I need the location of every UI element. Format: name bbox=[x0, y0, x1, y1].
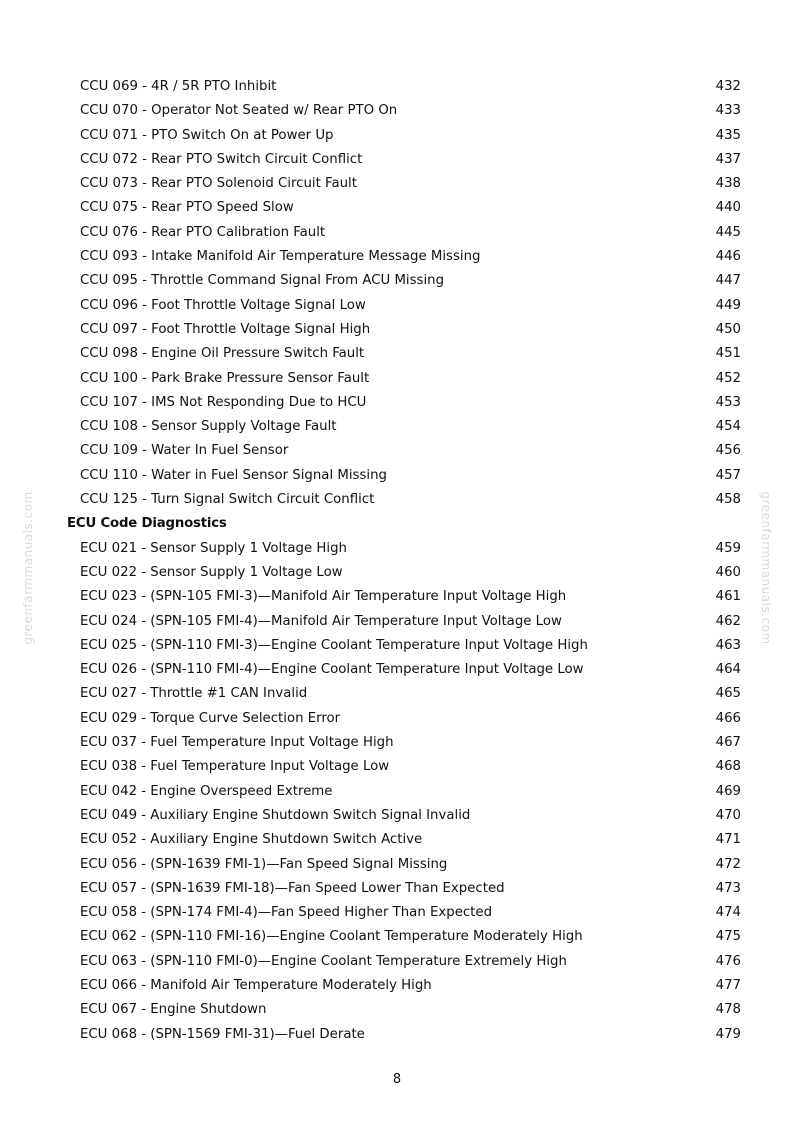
toc-entry-page: 450 bbox=[715, 321, 741, 337]
toc-entry-page: 470 bbox=[715, 807, 741, 823]
toc-entry-page: 472 bbox=[715, 856, 741, 872]
toc-entry-title: ECU 023 - (SPN-105 FMI-3)—Manifold Air Temperature Input Voltage High bbox=[80, 589, 567, 605]
toc-entry-title: CCU 107 - IMS Not Responding Due to HCU bbox=[80, 394, 367, 410]
toc-entry-page: 459 bbox=[715, 540, 741, 556]
toc-entry bbox=[0, 318, 794, 342]
toc-entry-title: ECU 058 - (SPN-174 FMI-4)—Fan Speed Higher Than Expected bbox=[80, 905, 493, 921]
toc-entry-title: ECU 042 - Engine Overspeed Extreme bbox=[80, 783, 333, 799]
toc-entry bbox=[0, 148, 794, 172]
toc-entry bbox=[0, 439, 794, 463]
toc-entry-page: 464 bbox=[715, 662, 741, 678]
toc-entry-page: 462 bbox=[715, 613, 741, 629]
toc-entry-page: 438 bbox=[715, 176, 741, 192]
toc-entry-title: ECU 066 - Manifold Air Temperature Moderately High bbox=[80, 977, 432, 993]
toc-entry bbox=[0, 561, 794, 585]
toc-entry bbox=[0, 1023, 794, 1047]
toc-entry-title: ECU 049 - Auxiliary Engine Shutdown Switch Signal Invalid bbox=[80, 807, 471, 823]
table-of-contents bbox=[0, 75, 794, 1047]
toc-entry-title: CCU 073 - Rear PTO Solenoid Circuit Fault bbox=[80, 176, 357, 192]
toc-entry bbox=[0, 415, 794, 439]
toc-entry-title: CCU 098 - Engine Oil Pressure Switch Fault bbox=[80, 346, 365, 362]
toc-entry-page: 465 bbox=[715, 686, 741, 702]
page-number: 8 bbox=[392, 1072, 402, 1087]
toc-entry-title: CCU 070 - Operator Not Seated w/ Rear PTO On bbox=[80, 103, 398, 119]
toc-entry bbox=[0, 464, 794, 488]
toc-entry bbox=[0, 537, 794, 561]
toc-entry-page: 445 bbox=[715, 224, 741, 240]
toc-entry bbox=[0, 780, 794, 804]
toc-entry-title: ECU 068 - (SPN-1569 FMI-31)—Fuel Derate bbox=[80, 1026, 365, 1042]
toc-entry bbox=[0, 731, 794, 755]
toc-entry bbox=[0, 391, 794, 415]
toc-entry-title: CCU 100 - Park Brake Pressure Sensor Fault bbox=[80, 370, 370, 386]
toc-entry bbox=[0, 658, 794, 682]
toc-entry-title: ECU 056 - (SPN-1639 FMI-1)—Fan Speed Signal Missing bbox=[80, 856, 448, 872]
toc-entry bbox=[0, 828, 794, 852]
toc-entry bbox=[0, 294, 794, 318]
toc-entry-title: CCU 097 - Foot Throttle Voltage Signal High bbox=[80, 321, 371, 337]
toc-entry-page: 452 bbox=[715, 370, 741, 386]
toc-entry-title: CCU 093 - Intake Manifold Air Temperature Message Missing bbox=[80, 249, 481, 265]
toc-entry bbox=[0, 585, 794, 609]
toc-entry-title: ECU 063 - (SPN-110 FMI-0)—Engine Coolant Temperature Extremely High bbox=[80, 953, 567, 969]
toc-entry-page: 477 bbox=[715, 977, 741, 993]
toc-entry bbox=[0, 950, 794, 974]
toc-entry-page: 463 bbox=[715, 637, 741, 653]
toc-entry-page: 454 bbox=[715, 419, 741, 435]
toc-entry-title: CCU 125 - Turn Signal Switch Circuit Conflict bbox=[80, 492, 375, 508]
toc-entry-page: 471 bbox=[715, 832, 741, 848]
toc-entry-title: CCU 071 - PTO Switch On at Power Up bbox=[80, 127, 334, 143]
toc-entry-title: ECU 027 - Throttle #1 CAN Invalid bbox=[80, 686, 308, 702]
toc-entry-title: CCU 069 - 4R / 5R PTO Inhibit bbox=[80, 79, 277, 94]
toc-entry bbox=[0, 610, 794, 634]
toc-entry bbox=[0, 221, 794, 245]
toc-entry-page: 469 bbox=[715, 783, 741, 799]
toc-entry-title: CCU 076 - Rear PTO Calibration Fault bbox=[80, 224, 326, 240]
toc-entry bbox=[0, 998, 794, 1022]
toc-entry bbox=[0, 804, 794, 828]
toc-entry-page: 435 bbox=[715, 127, 741, 143]
toc-entry bbox=[0, 342, 794, 366]
toc-entry-page: 478 bbox=[715, 1002, 741, 1018]
toc-entry-title: CCU 072 - Rear PTO Switch Circuit Conflict bbox=[80, 151, 363, 167]
toc-entry-title: CCU 075 - Rear PTO Speed Slow bbox=[80, 200, 294, 216]
toc-entry-page: 451 bbox=[715, 346, 741, 362]
toc-entry bbox=[0, 172, 794, 196]
toc-entry bbox=[0, 877, 794, 901]
toc-entry bbox=[0, 99, 794, 123]
toc-entry-title: ECU 025 - (SPN-110 FMI-3)—Engine Coolant Temperature Input Voltage High bbox=[80, 637, 588, 653]
toc-entry-page: 449 bbox=[715, 297, 741, 313]
toc-entry-title: ECU 029 - Torque Curve Selection Error bbox=[80, 710, 341, 726]
toc-entry-page: 456 bbox=[715, 443, 741, 459]
toc-entry bbox=[0, 488, 794, 512]
section-heading-title: ECU Code Diagnostics bbox=[67, 516, 227, 532]
toc-entry-page: 440 bbox=[715, 200, 741, 216]
toc-entry-title: ECU 024 - (SPN-105 FMI-4)—Manifold Air Temperature Input Voltage Low bbox=[80, 613, 562, 629]
toc-entry-title: ECU 057 - (SPN-1639 FMI-18)—Fan Speed Lower Than Expected bbox=[80, 880, 505, 896]
toc-entry-page: 437 bbox=[715, 151, 741, 167]
toc-entry-title: CCU 110 - Water in Fuel Sensor Signal Missing bbox=[80, 467, 387, 483]
toc-entry bbox=[0, 124, 794, 148]
toc-entry bbox=[0, 634, 794, 658]
toc-entry-page: 453 bbox=[715, 394, 741, 410]
toc-entry-page: 447 bbox=[715, 273, 741, 289]
toc-entry bbox=[0, 682, 794, 706]
toc-entry-page: 432 bbox=[715, 79, 741, 94]
toc-entry bbox=[0, 925, 794, 949]
toc-entry-page: 473 bbox=[715, 880, 741, 896]
toc-entry-title: CCU 096 - Foot Throttle Voltage Signal Low bbox=[80, 297, 366, 313]
toc-entry-page: 458 bbox=[715, 492, 741, 508]
toc-entry bbox=[0, 853, 794, 877]
toc-entry-page: 475 bbox=[715, 929, 741, 945]
toc-entry-page: 460 bbox=[715, 564, 741, 580]
toc-entry-title: ECU 026 - (SPN-110 FMI-4)—Engine Coolant Temperature Input Voltage Low bbox=[80, 662, 584, 678]
toc-entry bbox=[0, 196, 794, 220]
toc-entry-title: ECU 021 - Sensor Supply 1 Voltage High bbox=[80, 540, 347, 556]
toc-entry-title: CCU 095 - Throttle Command Signal From ACU Missing bbox=[80, 273, 445, 289]
toc-entry bbox=[0, 974, 794, 998]
toc-entry-page: 468 bbox=[715, 759, 741, 775]
toc-entry-title: ECU 067 - Engine Shutdown bbox=[80, 1002, 267, 1018]
toc-entry-title: ECU 038 - Fuel Temperature Input Voltage Low bbox=[80, 759, 390, 775]
toc-entry-title: ECU 022 - Sensor Supply 1 Voltage Low bbox=[80, 564, 343, 580]
toc-entry bbox=[0, 755, 794, 779]
toc-entry-page: 466 bbox=[715, 710, 741, 726]
toc-entry bbox=[0, 75, 794, 99]
watermark-left: greenfarmmanuals.com bbox=[21, 491, 35, 645]
toc-entry-page: 474 bbox=[715, 905, 741, 921]
toc-entry-page: 457 bbox=[715, 467, 741, 483]
toc-entry-page: 433 bbox=[715, 103, 741, 119]
toc-entry-title: CCU 109 - Water In Fuel Sensor bbox=[80, 443, 289, 459]
toc-entry-page: 446 bbox=[715, 249, 741, 265]
toc-entry bbox=[0, 707, 794, 731]
toc-section-heading bbox=[0, 512, 794, 536]
toc-entry-title: ECU 052 - Auxiliary Engine Shutdown Switch Active bbox=[80, 832, 423, 848]
watermark-right: greenfarmmanuals.com bbox=[759, 491, 773, 645]
toc-entry bbox=[0, 367, 794, 391]
toc-entry-title: ECU 037 - Fuel Temperature Input Voltage High bbox=[80, 735, 394, 751]
toc-entry bbox=[0, 245, 794, 269]
toc-entry-page: 461 bbox=[715, 589, 741, 605]
toc-entry bbox=[0, 901, 794, 925]
toc-entry-title: CCU 108 - Sensor Supply Voltage Fault bbox=[80, 419, 337, 435]
toc-entry-page: 467 bbox=[715, 735, 741, 751]
toc-entry-page: 479 bbox=[715, 1026, 741, 1042]
toc-entry-page: 476 bbox=[715, 953, 741, 969]
toc-entry-title: ECU 062 - (SPN-110 FMI-16)—Engine Coolant Temperature Moderately High bbox=[80, 929, 583, 945]
toc-entry bbox=[0, 269, 794, 293]
